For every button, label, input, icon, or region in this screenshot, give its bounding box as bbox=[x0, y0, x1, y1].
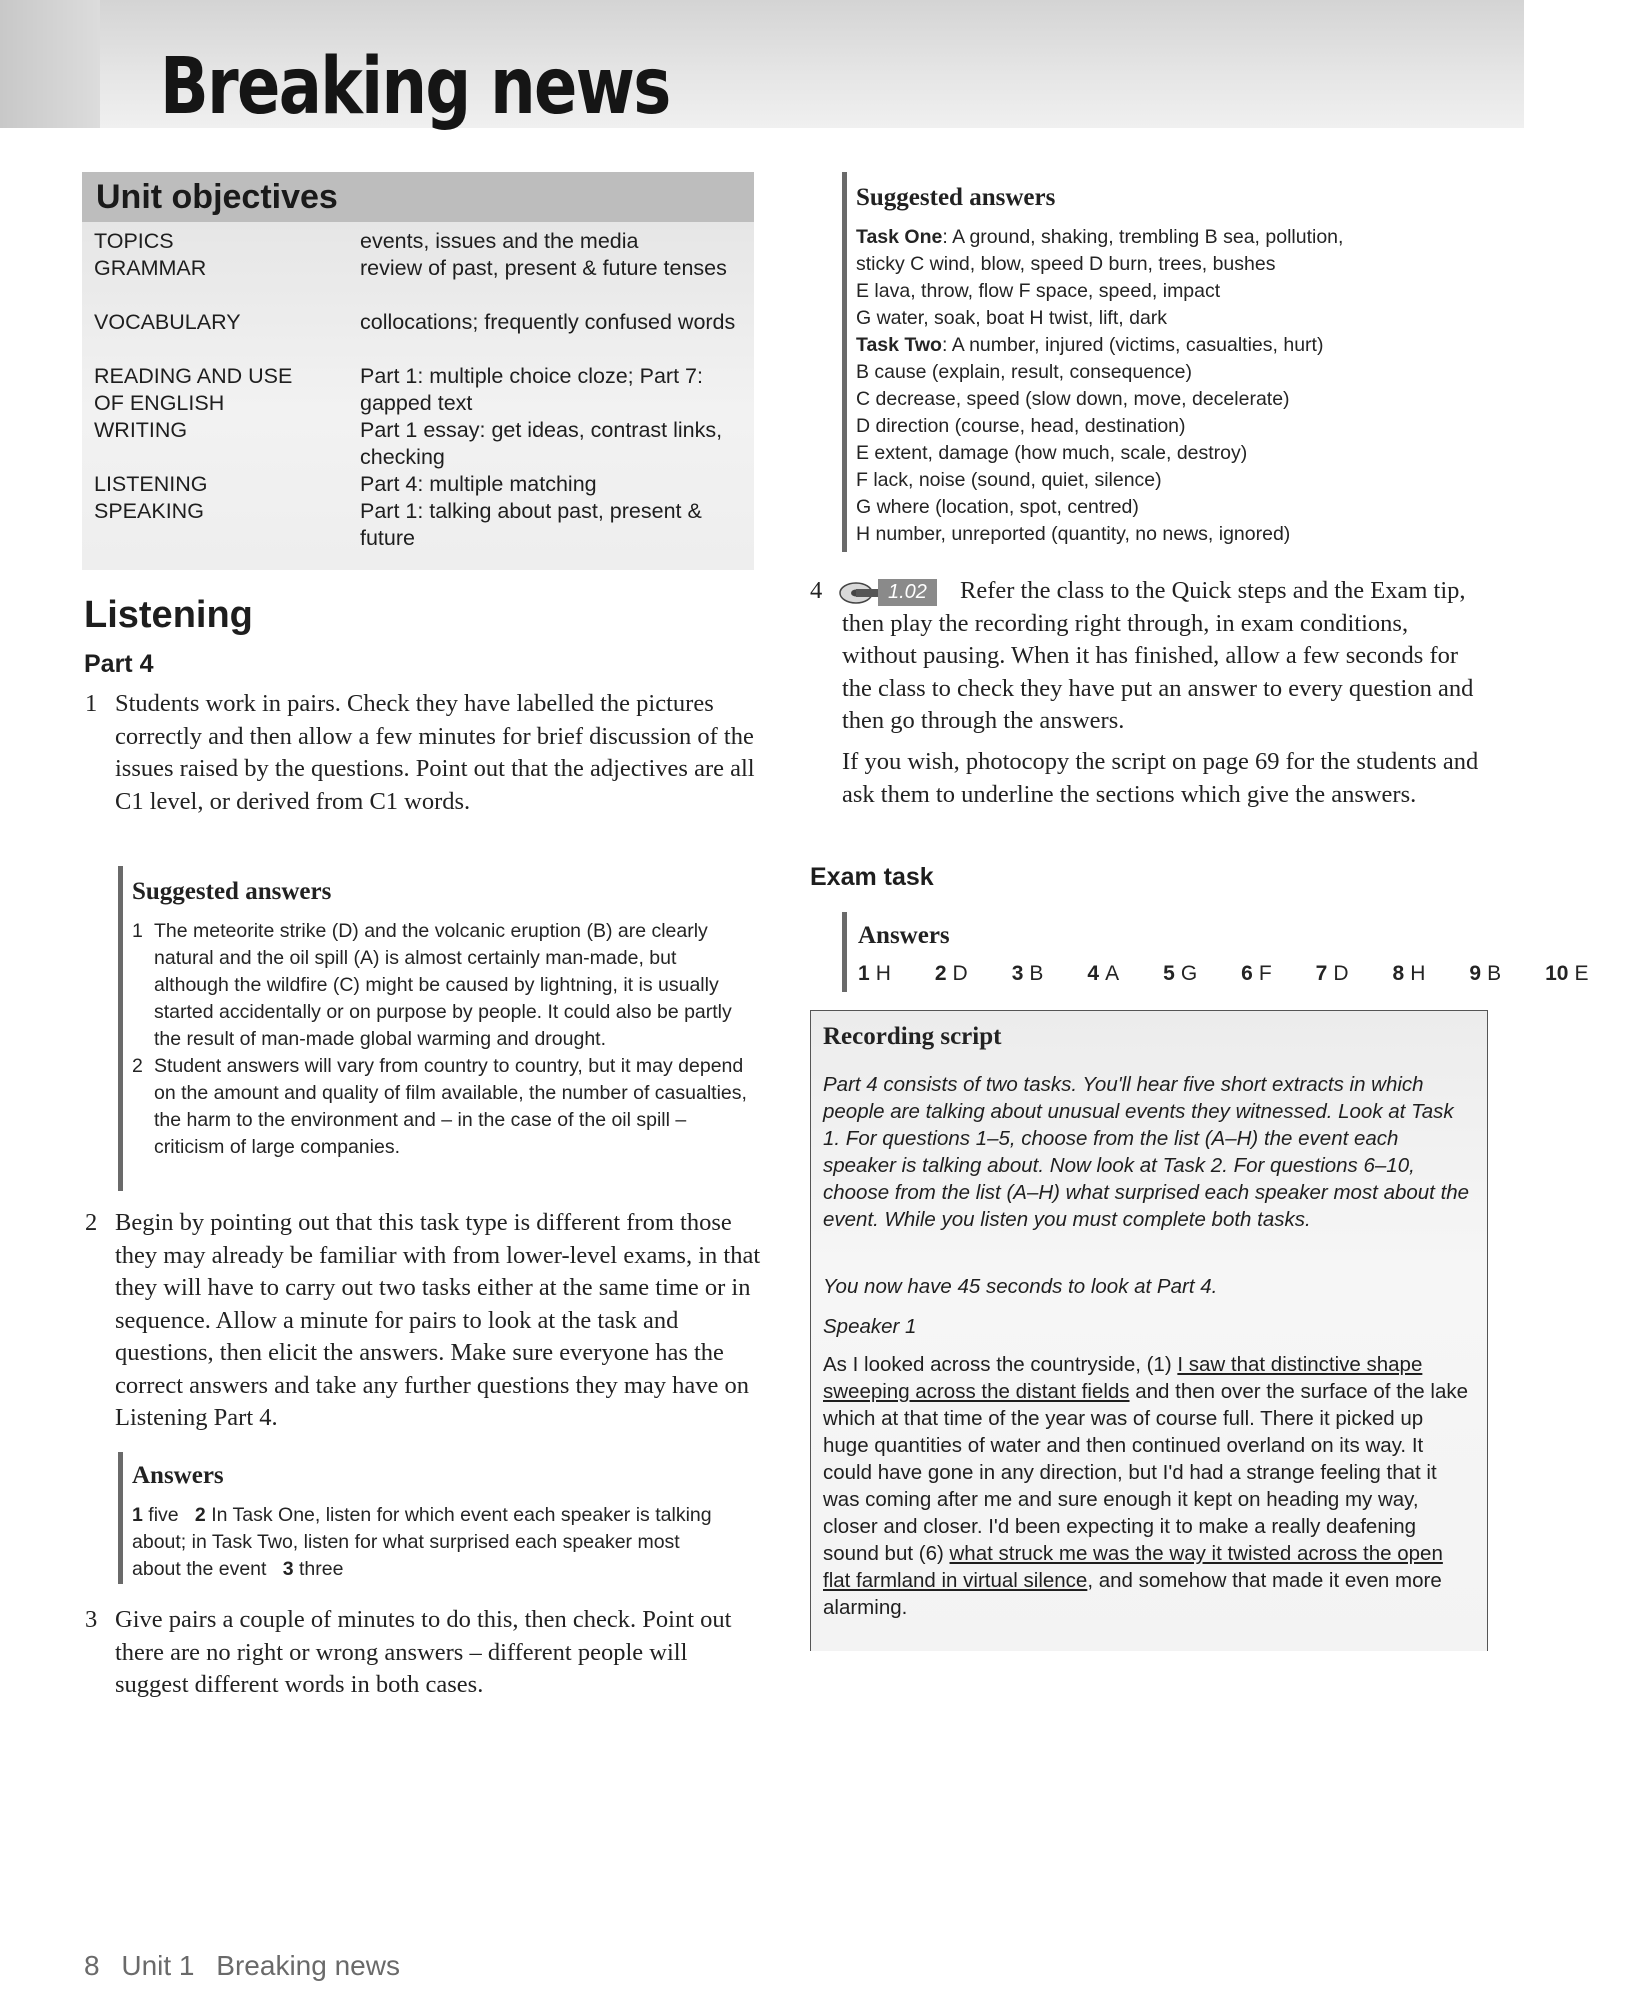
answer-letter: B bbox=[1487, 962, 1502, 985]
answer-letter: D bbox=[1333, 962, 1349, 985]
script-segment: , and somehow that made it even more alarming. bbox=[823, 1569, 1442, 1619]
answer-item bbox=[132, 1053, 752, 1161]
answers-title: Answers bbox=[132, 1462, 224, 1489]
answer-number: 2 bbox=[132, 1055, 143, 1077]
step-4-text-2: If you wish, photocopy the script on page 69 for the students and ask them to underline the sections which give the answers. bbox=[842, 748, 1479, 808]
script-segment: As I looked across the countryside, (1) bbox=[823, 1353, 1178, 1376]
answer-item bbox=[858, 962, 913, 985]
task-line: E lava, throw, flow F space, speed, impact bbox=[856, 280, 1221, 302]
page-number: 8 bbox=[84, 1950, 100, 1981]
objective-value: collocations; frequently confused words bbox=[360, 310, 736, 334]
answer-number: 3 bbox=[282, 1558, 294, 1580]
objective-label: READING AND USE OF ENGLISH bbox=[94, 364, 293, 415]
answers-text bbox=[132, 1502, 732, 1583]
answer-text: In Task One, listen for which event each speaker is talking about; in Task Two, listen for what surprised each speaker most about the event bbox=[132, 1504, 712, 1580]
step-number: 2 bbox=[85, 1209, 98, 1236]
recording-script-title: Recording script bbox=[823, 1023, 1002, 1050]
answer-item bbox=[1316, 962, 1371, 985]
part-heading: Part 4 bbox=[84, 650, 154, 678]
exam-answers bbox=[858, 960, 1589, 987]
footer-title: Breaking news bbox=[216, 1950, 400, 1981]
recording-intro: Part 4 consists of two tasks. You'll hear five short extracts in which people are talking about unusual events they witnessed. Look at Task 1. For questions 1–5, choose from the list (A–H) the event each speaker is talking about. Now look at Task 2. For questions 6–10, choose from the list (A–H) what surprised each speaker most about the event. While you listen you must complete both tasks. bbox=[823, 1073, 1470, 1231]
task-line: sticky C wind, blow, speed D burn, trees, bushes bbox=[856, 253, 1276, 275]
answer-item bbox=[1163, 962, 1219, 985]
suggested-answers-title: Suggested answers bbox=[856, 184, 1056, 211]
answer-text: three bbox=[299, 1558, 344, 1580]
suggested-answers-tasks: Task One: A ground, shaking, trembling B sea, pollution, sticky C wind, blow, speed D burn, trees, bushes E lava, throw, flow F space, speed, impact G water, soak, boat H twist, lift, dark Task Two: A number, injured (victims, casualties, hurt) B cause (explain, result, consequence) C decrease, speed (slow down, move, decelerate) D direction (course, head, destination) E extent, damage (how much, scale, destroy) F lack, noise (sound, quiet, silence) G where (location, spot, centred) H number, unreported (quantity, no news, ignored) bbox=[856, 224, 1496, 548]
answer-number: 10 bbox=[1545, 962, 1569, 985]
objective-label: LISTENING bbox=[94, 472, 208, 496]
step-4-number: 4 bbox=[810, 577, 823, 604]
objective-label: GRAMMAR bbox=[94, 256, 207, 280]
task-line: B cause (explain, result, consequence) bbox=[856, 361, 1193, 383]
page-title: Breaking news bbox=[160, 42, 670, 132]
task-line: G water, soak, boat H twist, lift, dark bbox=[856, 307, 1168, 329]
answers-title: Answers bbox=[858, 922, 950, 949]
objective-label: SPEAKING bbox=[94, 499, 204, 523]
exam-task-heading: Exam task bbox=[810, 863, 934, 891]
answer-letter: E bbox=[1574, 962, 1589, 985]
step-text: Give pairs a couple of minutes to do this, then check. Point out there are no right or wrong answers – different people will suggest different words in both cases. bbox=[115, 1606, 732, 1698]
answer-number: 2 bbox=[934, 962, 947, 985]
objective-value: review of past, present & future tenses bbox=[360, 256, 727, 280]
task-line: G where (location, spot, centred) bbox=[856, 496, 1139, 518]
answer-text: The meteorite strike (D) and the volcanic eruption (B) are clearly natural and the oil spill (A) is almost certainly man-made, but although the wildfire (C) might be caused by lightning, it is usually started accidentally or on purpose by people. It could also be partly the result of man-made global warming and drought. bbox=[154, 920, 732, 1050]
objective-value: Part 1: multiple choice cloze; Part 7: gapped text bbox=[360, 364, 703, 415]
answer-number: 5 bbox=[1163, 962, 1175, 985]
answer-item bbox=[1087, 962, 1141, 985]
answer-item bbox=[132, 918, 752, 1053]
objective-value: Part 1: talking about past, present & future bbox=[360, 499, 702, 550]
step-4-text: Refer the class to the Quick steps and the Exam tip, then play the recording right through, in exam conditions, without pausing. When it has finished, allow a few seconds for the class to check they have put an answer to every question and then go through the answers. bbox=[842, 577, 1474, 734]
footer-unit: Unit 1 bbox=[121, 1950, 195, 1981]
answer-letter: B bbox=[1029, 962, 1044, 985]
objective-label: VOCABULARY bbox=[94, 310, 241, 334]
step-text: Students work in pairs. Check they have labelled the pictures correctly and then allow a few minutes for brief discussion of the issues raised by the questions. Point out that the adjectives are all C1 level, or derived from C1 words. bbox=[115, 690, 755, 815]
answer-number: 4 bbox=[1087, 962, 1100, 985]
answer-letter: D bbox=[952, 962, 968, 985]
answer-item bbox=[1545, 962, 1610, 985]
answer-letter: F bbox=[1258, 962, 1272, 985]
answer-number: 7 bbox=[1315, 962, 1328, 985]
box-bar bbox=[842, 172, 847, 552]
answer-item bbox=[935, 962, 990, 985]
step-2 bbox=[85, 1207, 765, 1435]
answer-letter: A bbox=[1105, 962, 1120, 985]
objective-label: WRITING bbox=[94, 418, 188, 442]
answer-number: 1 bbox=[132, 920, 143, 942]
unit-objectives-heading: Unit objectives bbox=[96, 178, 338, 216]
answer-number: 1 bbox=[132, 1504, 143, 1526]
answer-number: 6 bbox=[1241, 962, 1253, 985]
task-line: F lack, noise (sound, quiet, silence) bbox=[856, 469, 1162, 491]
step-number: 1 bbox=[85, 690, 98, 717]
answer-letter: G bbox=[1180, 962, 1198, 985]
page-footer bbox=[84, 1950, 414, 1982]
answer-text: Student answers will vary from country to country, but it may depend on the amount and quality of film available, the number of casualties, the harm to the environment and – in the case of the oil spill – criticism of large companies. bbox=[154, 1055, 747, 1158]
recording-seconds: You now have 45 seconds to look at Part 4. bbox=[823, 1275, 1218, 1298]
task-line: A ground, shaking, trembling B sea, pollution, bbox=[952, 226, 1344, 248]
box-bar bbox=[118, 866, 123, 1191]
speaker-label: Speaker 1 bbox=[823, 1315, 917, 1338]
objective-label: TOPICS bbox=[94, 229, 174, 253]
script-segment: and then over the surface of the lake which at that time of the year was of course full. There it picked up huge quantities of water and then continued overland on its way. It could have gone in any direction, but I'd had a strange feeling that it was coming after me and sure enough it kept on heading my way, closer and closer. I'd been expecting it to make a really deafening sound but (6) bbox=[823, 1380, 1469, 1565]
answer-number: 2 bbox=[194, 1504, 206, 1526]
answer-number: 8 bbox=[1392, 962, 1405, 985]
suggested-answers-title: Suggested answers bbox=[132, 878, 332, 905]
box-bar bbox=[842, 912, 847, 992]
underlined-answer: I saw that distinctive shape sweeping across the distant fields bbox=[823, 1353, 1423, 1403]
answer-number: 3 bbox=[1011, 962, 1024, 985]
step-1 bbox=[85, 688, 755, 818]
task-line: E extent, damage (how much, scale, destroy) bbox=[856, 442, 1248, 464]
task-line: A number, injured (victims, casualties, hurt) bbox=[951, 334, 1324, 356]
task-line: C decrease, speed (slow down, move, decelerate) bbox=[856, 388, 1290, 410]
answer-item bbox=[1393, 962, 1448, 985]
answer-item bbox=[1241, 962, 1294, 985]
task-line: H number, unreported (quantity, no news, ignored) bbox=[856, 523, 1291, 545]
task-one-label: Task One bbox=[856, 226, 943, 248]
answer-item bbox=[1012, 962, 1066, 985]
task-line: D direction (course, head, destination) bbox=[856, 415, 1186, 437]
step-3 bbox=[85, 1604, 765, 1702]
recording-script-box bbox=[810, 1010, 1488, 1651]
answer-number: 9 bbox=[1469, 962, 1482, 985]
objective-value: Part 1 essay: get ideas, contrast links, checking bbox=[360, 418, 723, 469]
answer-number: 1 bbox=[858, 962, 870, 985]
listening-heading: Listening bbox=[84, 594, 253, 636]
answer-letter: H bbox=[875, 962, 891, 985]
suggested-answers-list bbox=[132, 918, 752, 1161]
step-text: Begin by pointing out that this task type is different from those they may already be familiar with from lower-level exams, in that they will have to carry out two tasks either at the same time or in sequence. Allow a minute for pairs to look at the task and questions, then elicit the answers. Make sure everyone has the correct answers and take any further questions they may have on Listening Part 4. bbox=[115, 1209, 761, 1431]
unit-objectives-header bbox=[82, 172, 754, 222]
underlined-answer: what struck me was the way it twisted across the open flat farmland in virtual silence bbox=[823, 1542, 1443, 1592]
answer-text: five bbox=[148, 1504, 179, 1526]
speaker-1-text bbox=[823, 1351, 1473, 1621]
box-bar bbox=[118, 1452, 123, 1584]
step-number: 3 bbox=[85, 1606, 98, 1633]
answer-letter: H bbox=[1410, 962, 1426, 985]
track-number: 1.02 bbox=[878, 579, 937, 606]
answer-item bbox=[1469, 962, 1523, 985]
objective-value: events, issues and the media bbox=[360, 229, 639, 253]
task-two-label: Task Two bbox=[856, 334, 942, 356]
unit-number-block bbox=[0, 0, 100, 128]
objective-value: Part 4: multiple matching bbox=[360, 472, 597, 496]
